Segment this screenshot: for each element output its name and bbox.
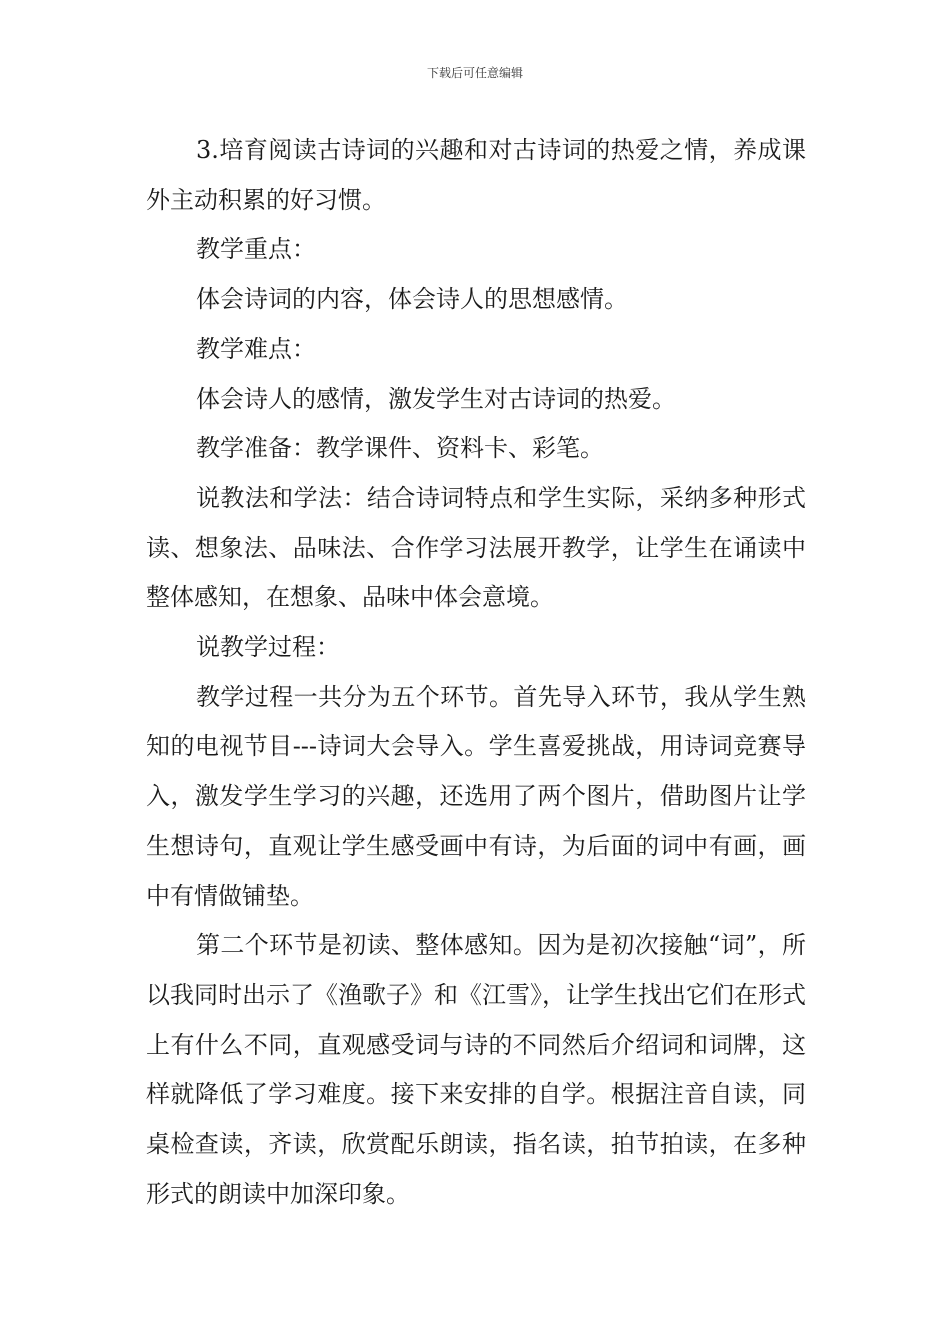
document-body <box>146 126 806 1219</box>
paragraph-process-intro: 教学过程一共分为五个环节。首先导入环节，我从学生熟知的电视节目---诗词大会导入。学生喜爱挑战，用诗词竞赛导入，激发学生学习的兴趣，还选用了两个图片，借助图片让学生想诗句，直观让学生感受画中有诗，为后面的词中有画，画中有情做铺垫。 <box>146 682 806 910</box>
paragraph-process-heading: 说教学过程： <box>196 633 340 662</box>
paragraph-difficulties-heading: 教学难点： <box>196 334 316 363</box>
paragraph-key-points: 体会诗词的内容，体会诗人的思想感情。 <box>196 285 628 314</box>
paragraph-key-points-heading: 教学重点： <box>196 235 316 264</box>
page-header-note: 下载后可任意编辑 <box>426 66 523 80</box>
paragraph-methods: 说教法和学法：结合诗词特点和学生实际，采纳多种形式读、想象法、品味法、合作学习法展开教学，让学生在诵读中整体感知，在想象、品味中体会意境。 <box>146 483 806 612</box>
paragraph-preparation: 教学准备：教学课件、资料卡、彩笔。 <box>196 434 604 463</box>
paragraph-second-stage: 第二个环节是初读、整体感知。因为是初次接触“词”，所以我同时出示了《渔歌子》和《江雪》，让学生找出它们在形式上有什么不同，直观感受词与诗的不同然后介绍词和词牌，这样就降低了学习难度。接下来安排的自学。根据注音自读，同桌检查读，齐读，欣赏配乐朗读，指名读，拍节拍读，在多种形式的朗读中加深印象。 <box>146 931 806 1208</box>
paragraph-difficulties: 体会诗人的感情，激发学生对古诗词的热爱。 <box>196 384 676 413</box>
paragraph-goal-3: 3.培育阅读古诗词的兴趣和对古诗词的热爱之情，养成课外主动积累的好习惯。 <box>146 136 806 214</box>
